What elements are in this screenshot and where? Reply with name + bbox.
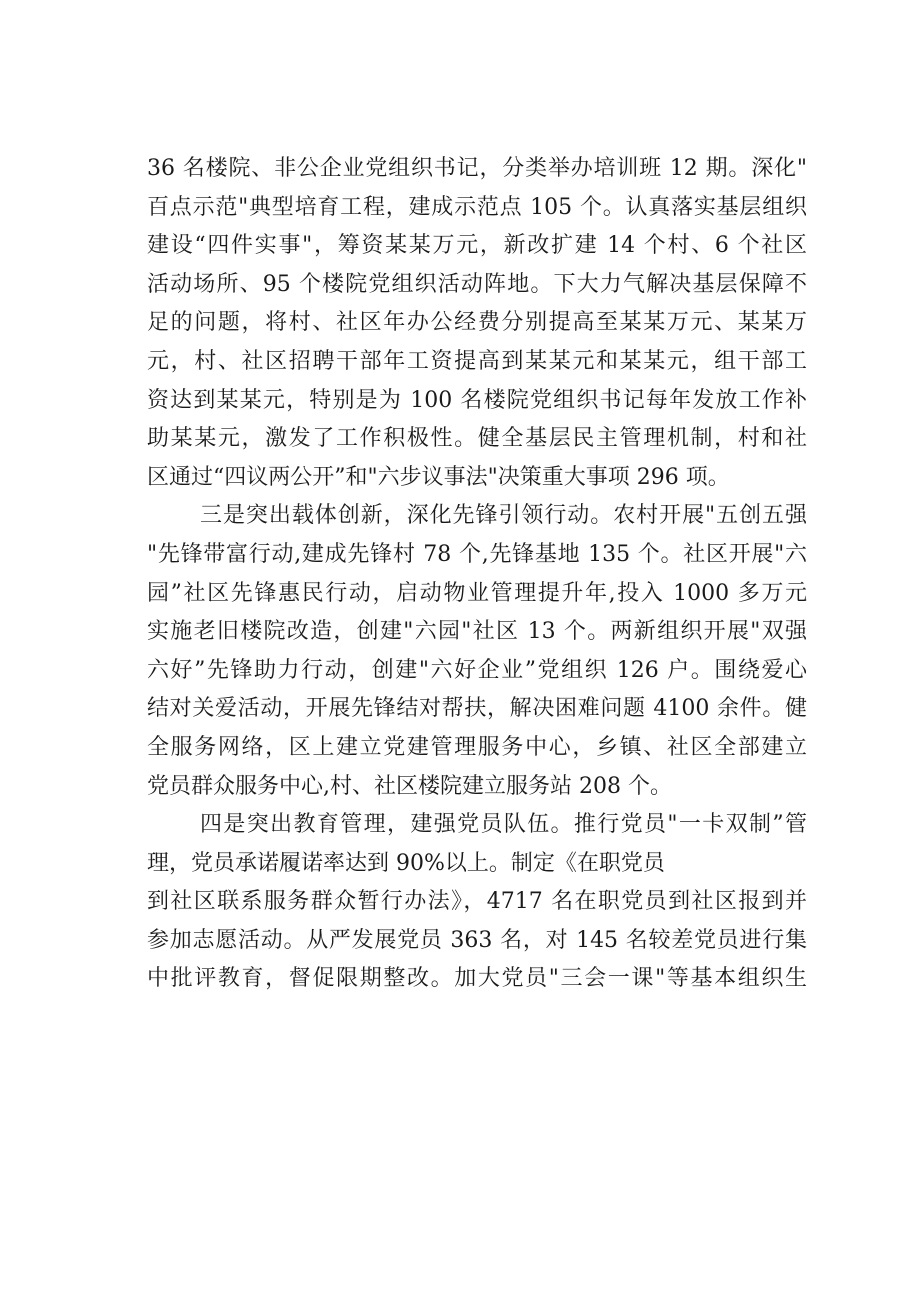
text-line-5: 足的问题，将村、社区年办公经费分别提高至某某万元、某某万 [147,310,807,336]
paragraph-start-3: 三是突出载体创新，深化先锋引领行动。农村开展"五创五强 [200,503,807,529]
text-line-11: "先锋带富行动,建成先锋村 78 个,先锋基地 135 个。社区开展"六 [147,541,807,567]
text-line-13: 实施老旧楼院改造，创建"六园"社区 13 个。两新组织开展"双强 [147,619,807,645]
text-line-16: 全服务网络，区上建立党建管理服务中心，乡镇、社区全部建立 [147,734,807,760]
body-text [147,150,807,999]
text-line-21: 参加志愿活动。从严发展党员 363 名，对 145 名较差党员进行集 [147,927,807,953]
text-line-22: 中批评教育，督促限期整改。加大党员"三会一课"等基本组织生 [147,966,807,992]
text-line-9: 区通过“四议两公开”和"六步议事法"决策重大事项 296 项。 [147,464,730,490]
text-line-15: 结对关爱活动，开展先锋结对帮扶，解决困难问题 4100 余件。健 [147,696,807,722]
paragraph-start-4: 四是突出教育管理，建强党员队伍。推行党员"一卡双制”管 [200,812,807,838]
text-line-6: 元，村、社区招聘干部年工资提高到某某元和某某元，组干部工 [147,348,807,374]
text-line-19: 理，党员承诺履诺率达到 90%以上。制定《在职党员 [147,850,665,876]
text-line-7: 资达到某某元，特别是为 100 名楼院党组织书记每年发放工作补 [147,387,807,413]
text-line-12: 园”社区先锋惠民行动，启动物业管理提升年,投入 1000 多万元 [147,580,807,606]
text-line-20: 到社区联系服务群众暂行办法》，4717 名在职党员到社区报到并 [147,889,807,915]
text-line-17: 党员群众服务中心,村、社区楼院建立服务站 208 个。 [147,773,672,799]
text-line-3: 建设“四件实事"，筹资某某万元，新改扩建 14 个村、6 个社区 [147,233,807,259]
text-line-2: 百点示范"典型培育工程，建成示范点 105 个。认真落实基层组织 [147,194,807,220]
text-line-1: 36 名楼院、非公企业党组织书记，分类举办培训班 12 期。深化" [147,156,807,181]
text-line-8: 助某某元，激发了工作积极性。健全基层民主管理机制，村和社 [147,426,807,452]
text-line-14: 六好”先锋助力行动，创建"六好企业”党组织 126 户。围绕爱心 [147,657,807,683]
text-line-4: 活动场所、95 个楼院党组织活动阵地。下大力气解决基层保障不 [147,271,807,297]
